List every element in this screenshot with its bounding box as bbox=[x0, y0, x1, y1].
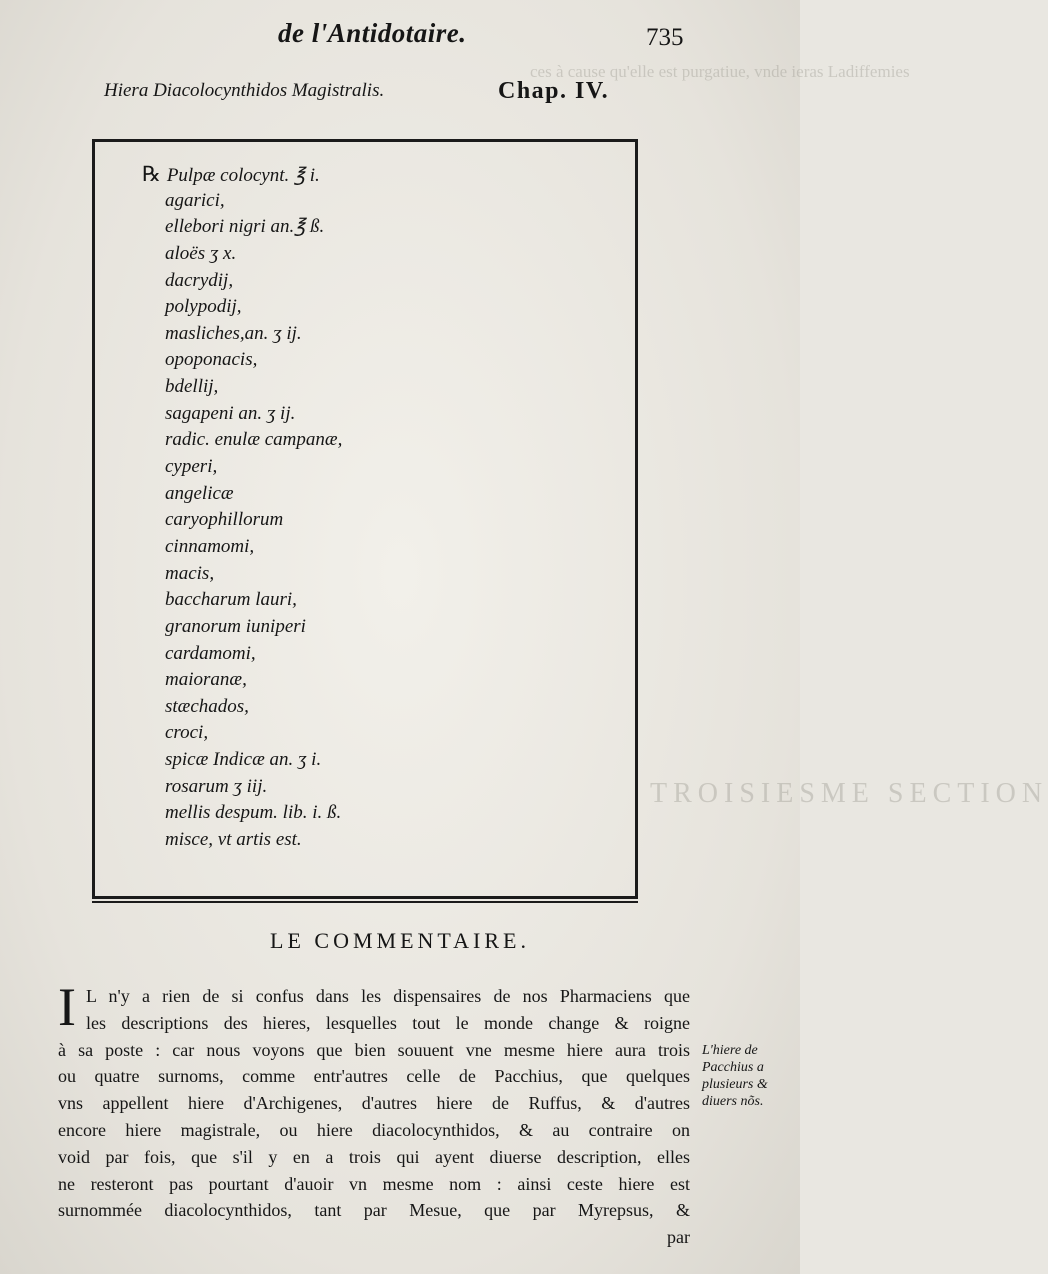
margin-note-line: diuers nõs. bbox=[702, 1094, 764, 1109]
ingredient-line: mellis despum. lib. i. ß. bbox=[165, 802, 342, 824]
paragraph-line: à sa poste : car nous voyons que bien souuent vne mesme hiere aura trois bbox=[58, 1039, 690, 1060]
margin-note-line: plusieurs & bbox=[702, 1077, 768, 1092]
margin-note-line: Pacchius a bbox=[702, 1060, 764, 1075]
ingredient-line: aloës ʒ x. bbox=[165, 242, 237, 264]
ingredient-line: croci, bbox=[165, 722, 209, 744]
ingredient-line: ℞ Pulpæ colocynt. ℥ i. bbox=[142, 162, 320, 186]
ingredient-line: baccharum lauri, bbox=[165, 589, 297, 611]
ingredient-list bbox=[142, 161, 343, 854]
ingredient-line: rosarum ʒ iij. bbox=[165, 775, 268, 797]
margin-note-line: L'hiere de bbox=[702, 1043, 758, 1058]
ingredient-line: bdellij, bbox=[165, 376, 219, 398]
paragraph-line: void par fois, que s'il y en a trois qui ayent diuerse description, elles bbox=[58, 1146, 690, 1167]
running-head bbox=[0, 18, 800, 58]
paragraph-line: L n'y a rien de si confus dans les dispensaires de nos Pharmaciens que bbox=[86, 986, 690, 1006]
ingredient-line: angelicæ bbox=[165, 482, 234, 504]
paragraph-line: surnommée diacolocynthidos, tant par Mesue, que par Myrepsus, & bbox=[58, 1200, 690, 1221]
ingredient-line: agarici, bbox=[165, 189, 225, 211]
show-through-heading: TROISIESME SECTION bbox=[650, 778, 1048, 809]
commentary-paragraph bbox=[58, 977, 690, 1251]
ingredient-line: cinnamomi, bbox=[165, 535, 255, 557]
ingredient-line: dacrydij, bbox=[165, 269, 234, 291]
paragraph-line: encore hiere magistrale, ou hiere diacolocynthidos, & au contraire on bbox=[58, 1119, 690, 1140]
paragraph-line: vns appellent hiere d'Archigenes, d'autres hiere de Ruffus, & d'autres bbox=[58, 1093, 690, 1114]
running-title: de l'Antidotaire. bbox=[278, 18, 467, 48]
commentaire-heading: LE COMMENTAIRE. bbox=[270, 928, 530, 953]
paragraph-line: ne resteront pas pourtant d'auoir vn mesme nom : ainsi ceste hiere est bbox=[58, 1173, 690, 1194]
ingredient-line: masliches,an. ʒ ij. bbox=[165, 322, 302, 344]
recipe-symbol: ℞ bbox=[142, 162, 161, 186]
recipe-title: Hiera Diacolocynthidos Magistralis. bbox=[104, 80, 385, 101]
ingredient-line: sagapeni an. ʒ ij. bbox=[165, 402, 296, 424]
ingredient-line: spicæ Indicæ an. ʒ i. bbox=[165, 749, 322, 771]
ingredient-line: radic. enulæ campanæ, bbox=[165, 429, 343, 451]
ingredient-line: cyperi, bbox=[165, 456, 218, 478]
ingredient-line: granorum iuniperi bbox=[165, 615, 306, 637]
paragraph-line: les descriptions des hieres, lesquelles tout le monde change & roigne bbox=[86, 1012, 690, 1033]
chapter-label: Chap. IV. bbox=[498, 78, 610, 104]
margin-note bbox=[702, 1042, 794, 1110]
page-number: 735 bbox=[646, 24, 684, 51]
show-through-text: ces à cause qu'elle est purgatiue, vnde ieras Ladiffemies bbox=[530, 62, 910, 81]
ingredient-line: stæchados, bbox=[165, 695, 249, 717]
ingredient-line: maioranæ, bbox=[165, 669, 247, 691]
ingredient-line: ellebori nigri an.℥ ß. bbox=[165, 216, 325, 238]
ingredient-line: cardamomi, bbox=[165, 642, 256, 664]
ingredient-line: caryophillorum bbox=[165, 509, 284, 531]
recipe-box bbox=[92, 139, 638, 899]
catchword: par bbox=[667, 1227, 690, 1248]
ingredient-line: macis, bbox=[165, 562, 215, 584]
ingredient-line: misce, vt artis est. bbox=[165, 829, 302, 851]
ingredient-line: polypodij, bbox=[165, 296, 242, 318]
ingredient-line: opoponacis, bbox=[165, 349, 258, 371]
drop-cap: I bbox=[58, 977, 76, 1037]
paragraph-line: ou quatre surnoms, comme entr'autres celle de Pacchius, que quelques bbox=[58, 1066, 690, 1087]
